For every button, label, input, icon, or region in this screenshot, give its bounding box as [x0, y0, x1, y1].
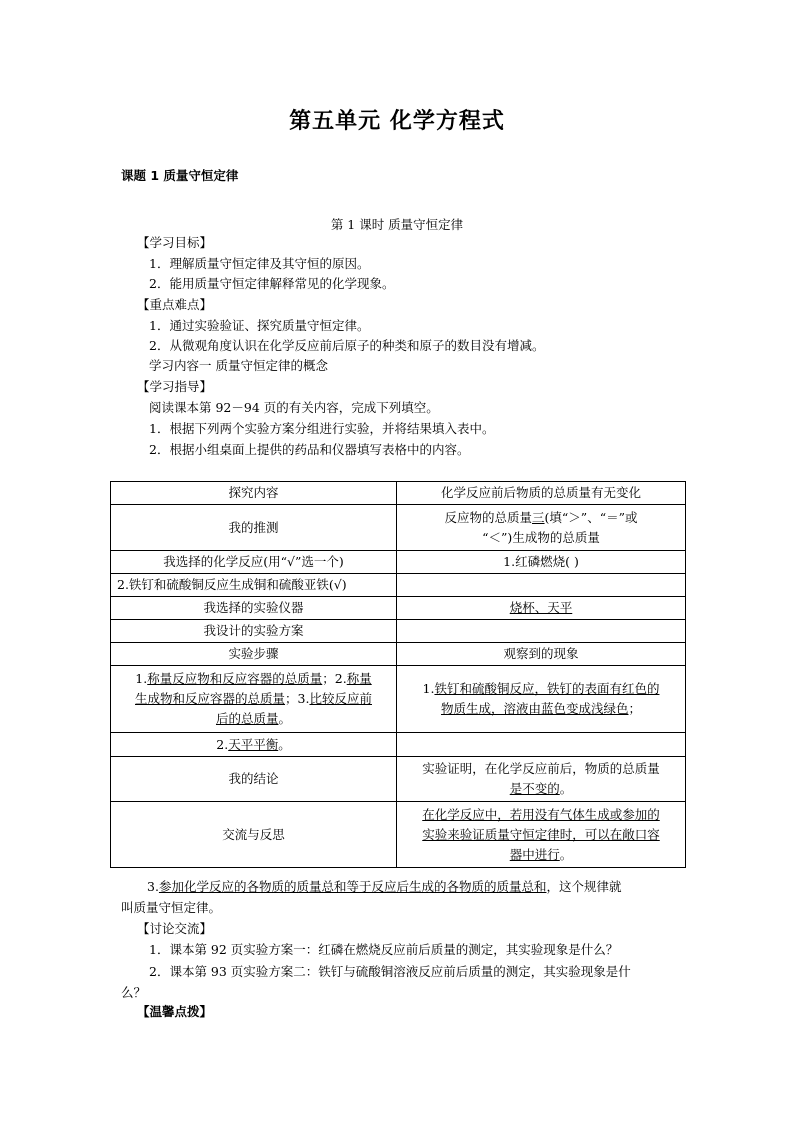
table-cell: 烧杯、天平 [397, 597, 686, 620]
table-cell [397, 505, 686, 551]
cell-text: 。 [278, 736, 291, 752]
law-rest: ，这个规律就 [546, 879, 622, 894]
fill-answer: 铁钉和硫酸铜反应，铁钉的表面有红色的 [434, 681, 660, 696]
table-row [111, 505, 686, 551]
guide-item: 2．根据小组桌面上提供的药品和仪器填写表格中的内容。 [149, 442, 470, 457]
discussion-question: 1．课本第 92 页实验方案一：红磷在燃烧反应前后质量的测定，其实验现象是什么？ [149, 942, 619, 957]
table-cell [397, 574, 686, 597]
goal-item: 1．理解质量守恒定律及其守恒的原因。 [149, 256, 370, 271]
cell-text: 。 [559, 781, 573, 796]
table-cell: 观察到的现象 [397, 643, 686, 666]
table-cell [111, 733, 397, 757]
cell-text: 。 [278, 711, 292, 726]
cell-text: 1. [422, 681, 435, 696]
page-title: 第五单元 化学方程式 [289, 109, 505, 134]
table-cell: 我的结论 [111, 757, 397, 802]
fill-answer: 称量反应物和反应容器的总质量 [147, 671, 323, 686]
table-cell [397, 733, 686, 757]
table-row [111, 620, 686, 643]
table-cell: 我选择的实验仪器 [111, 597, 397, 620]
guide-item: 1．根据下列两个实验方案分组进行实验，并将结果填入表中。 [149, 421, 495, 436]
cell-text: ；3. [285, 691, 310, 706]
cell-text: “＜”)生成物的总质量 [482, 529, 600, 545]
table-cell [397, 757, 686, 802]
guide-heading: 【学习指导】 [137, 379, 213, 394]
lesson-title: 课题 1 质量守恒定律 [121, 168, 239, 183]
fill-answer: 三 [532, 509, 545, 525]
table-cell: 交流与反思 [111, 802, 397, 868]
table-row [111, 733, 686, 757]
cell-text: 2. [216, 736, 229, 752]
fill-answer: 后的总质量 [215, 711, 279, 726]
cell-text: 。 [559, 846, 573, 862]
fill-answer: 天平平衡 [228, 736, 279, 752]
fill-answer: 物质生成，溶液由蓝色变成浅绿色 [440, 701, 629, 716]
table-row [111, 482, 686, 505]
table-cell: 我设计的实验方案 [111, 620, 397, 643]
discussion-question: 2．课本第 93 页实验方案二：铁钉与硫酸铜溶液反应前后质量的测定，其实验现象是什 [149, 964, 631, 979]
table-cell: 我的推测 [111, 505, 397, 551]
cell-text: 1. [135, 671, 148, 686]
fill-answer: 称量 [346, 671, 372, 686]
keypoint-item: 2．从微观角度认识在化学反应前后原子的种类和原子的数目没有增减。 [149, 338, 545, 353]
law-line2: 叫质量守恒定律。 [121, 900, 222, 915]
table-row [111, 597, 686, 620]
table-row [111, 643, 686, 666]
law-statement [121, 876, 681, 918]
cell-text: 反应物的总质量 [444, 509, 533, 525]
discussion-question-cont: 么？ [121, 985, 147, 1000]
keypoints-heading: 【重点难点】 [137, 297, 213, 312]
table-cell: 实验步骤 [111, 643, 397, 666]
fill-answer: 是不变的 [509, 781, 560, 796]
table-cell [397, 802, 686, 868]
fill-answer: 器中进行 [509, 846, 560, 862]
cell-text: (填“＞”、“＝”或 [544, 509, 638, 525]
table-cell: 2.铁钉和硫酸铜反应生成铜和硫酸亚铁(√) [111, 574, 397, 597]
goals-heading: 【学习目标】 [137, 235, 213, 250]
content-title: 学习内容一 质量守恒定律的概念 [149, 358, 328, 373]
experiment-table [110, 481, 686, 868]
cell-text: 实验证明，在化学反应前后，物质的总质量 [422, 761, 660, 776]
table-cell: 1.红磷燃烧( ) [397, 551, 686, 574]
table-row [111, 666, 686, 733]
guide-intro: 阅读课本第 92－94 页的有关内容，完成下列填空。 [149, 400, 439, 415]
table-cell: 探究内容 [111, 482, 397, 505]
fill-answer: 比较反应前 [309, 691, 372, 706]
fill-answer: 实验来验证质量守恒定律时，可以在敞口容 [422, 826, 660, 842]
cell-text: ； [628, 701, 642, 716]
period-subtitle: 第 1 课时 质量守恒定律 [330, 217, 464, 232]
tips-heading: 【温馨点拨】 [137, 1004, 213, 1019]
law-answer: 参加化学反应的各物质的质量总和等于反应后生成的各物质的质量总和 [158, 879, 547, 894]
discussion-heading: 【讨论交流】 [137, 921, 213, 936]
table-cell: 化学反应前后物质的总质量有无变化 [397, 482, 686, 505]
cell-text: ；2. [322, 671, 347, 686]
law-num: 3. [147, 879, 159, 894]
table-cell [397, 620, 686, 643]
table-row [111, 574, 686, 597]
table-cell: 我选择的化学反应(用“√”选一个) [111, 551, 397, 574]
fill-answer: 在化学反应中，若用没有气体生成或参加的 [422, 806, 660, 822]
table-row [111, 802, 686, 868]
keypoint-item: 1．通过实验验证、探究质量守恒定律。 [149, 318, 370, 333]
fill-answer: 生成物和反应容器的总质量 [135, 691, 286, 706]
table-row [111, 551, 686, 574]
goal-item: 2．能用质量守恒定律解释常见的化学现象。 [149, 276, 395, 291]
table-cell [111, 666, 397, 733]
table-cell [397, 666, 686, 733]
table-row [111, 757, 686, 802]
